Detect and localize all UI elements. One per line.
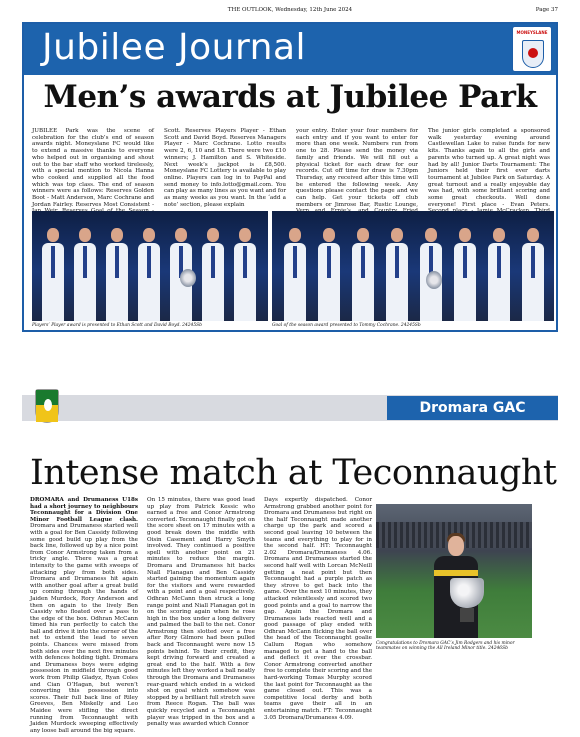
jubilee-article-column: your entry. Enter your four numbers for each entry and if you want to enter for more than one week. Numbers run from one to 28. Please send the money via family and friends. We will fill out a physical ticket for each draw for our records. Cut off time for draw is 7.30pm Thursday, any received after this time will be entered the following week. Any questions please contact the page and we can help. Get your tickets off club members or Jimrose Bar, Rustic Lounge, — [296, 128, 418, 208]
dromara-headline: Intense match at Teconnaught — [30, 453, 557, 493]
minor-title-photo — [376, 504, 532, 638]
article-body: Dromara and Drumaness started well with a goal for Ben Cassidy following some good build up play from the back line, followed up by a nice point from Conor Armstrong taken from a tricky angle. There was a great intensity to the game with sweeps of attacking play from both sides. Dromara and Drumaness hit again with another goal after a great build up coming through the hands of Jaiden Murdock, Rory Anderson and then on again to the lively Ben Cassidy who floated over a pass to the edge of the box. Odhran McCann timed his run perfectly to catch the ball and drive it into the corner of the net to extend the lead to seven points. Chances were missed from both sides over the next five minutes with defences holding tight. Dromara and Drumaness boys were edging possession in midfield through good work from Philip Gladyz, Ryan Coles and Cian O’Hagan, but weren’t converting this possession into scores. Their full back line of Riley Greeves, Ben Miskelly and Leo Maidee were stifling the direct running from Teconnaught with Jaiden Murdock sweeping effectively any loose ball around the big square. — [30, 523, 138, 734]
jubilee-article-column: JUBILEE Park was the scene of celebration for the club’s end of season awards night. Moneyslane FC would like to extend a massive thanks to everyone who helped out in organising and shout out to the bar staff who worked tirelessly, with a special mention to Nicola Hanna who cooked and supplied all the food which was top class. The end of season winners were as follows: Reserves Golden Boot - Matt Anderson, Marc Cochrane and Jordan Fairley. Reserves Most Consistent - — [32, 128, 154, 208]
dromara-article — [30, 497, 372, 732]
trophy-icon — [450, 578, 484, 608]
dromara-article-column: On 15 minutes, there was good lead up play from Patrick Kessic who earned a free and Conor Armstrong converted. Teconnaught finally got on the score sheet on 17 minutes with a good break down the middle with Oisin Casement and Harry Smyth involved. They continued a positive spell with another point on 21 minutes to reduce the margin. Dromara and Drumaness hit backs Niall Flanagan and Ben Cassidy started gaining the momentum again for the visitors and were rewarded with a point and a goal respectively. Odhran McCann then struck a long range point and Niall Flanagan got in on the scoring again when he rose high in the box under a long delivery and palmed the ball to the net. Conor Armstrong then slotted over a free after Rory Gilmore had been pulled back and Teconnaught were now 15 points behind. To their credit, they kept driving forward and created a great end to the half. With a few minutes left they worked a ball neatly through the Dromara and Drumaness rear-guard which ended in a wicked shot on goal which somehow was stopped by a brilliant full stretch save from Reece Rogan. The ball was quickly recycled and a Teconnaught player was tripped in the box and a penalty was awarded which Connor — [147, 497, 255, 728]
page-number: Page 37 — [535, 7, 558, 13]
dromara-crest-icon — [35, 389, 59, 423]
jubilee-article — [32, 128, 550, 206]
photo-caption: Players’ Player award is presented to Ethan Scott and David Boyd. 24245Sb — [32, 323, 202, 328]
dromara-section-title: Dromara GAC — [387, 396, 558, 420]
logo-text: MONEYSLANE — [516, 30, 548, 35]
moneyslane-club-crest-icon — [512, 26, 552, 72]
dromara-article-column — [30, 497, 138, 732]
jubilee-article-column: Scott. Reserves Players Player - Ethan Scott and David Boyd. Reserves Managers Player - Marc Cochrane. Lotto results were 2, 6, 10 and 18. There were two £10 winners; J. Hamilton and S. Whiteside. Next week’s jackpot is £8,500. Moneyslane FC Lottery is available to play online. Players can log in to PayPal and send money to info.lotto@gmail.com. You can play as many lines as you want and for as many weeks as you want. In the ‘add a note’ section, please explain — [164, 128, 286, 208]
jubilee-headline: Men’s awards at Jubilee Park — [43, 79, 537, 115]
dromara-article-column: Days expertly dispatched. Conor Armstrong grabbed another point for Dromara and Drumaness but right on the half Teconnaught made another charge up the park and scored a second goal leaving 10 between the teams and everything to play for in the second half. HT: Teconnaught 2.02 Dromara/Drumaness 4.06. Dromara and Drumaness started the second half well with Lorcan McNeill getting a neat point but then Teconnaught had a purple patch as they strove to get back into the game. Over the next 10 minutes, they attacked relentlessly and scored two good points and a goal to narrow the gap. Again the Dromara and Drumaness lads reacted well and a good passage of play ended with Odhran McCann flicking the ball over the head of the Teconnaught goalie Callum Rogan who somehow managed to get a hand to the ball and deflect it over the crossbar. Conor Armstrong converted another free to complete their scoring and the hard-working Tomas Murphy scored the last point for Teconnaught as the game closed out. This was a competitive local derby and both teams gave their all in an entertaining match. FT: Teconnaught 3.05 Dromara/Drumaness 4.09. — [264, 497, 373, 721]
trophy-icon — [180, 269, 196, 287]
jubilee-journal-section — [22, 22, 558, 332]
masthead-date: THE OUTLOOK, Wednesday, 12th June 2024 — [227, 7, 353, 13]
jubilee-article-column: The junior girls completed a sponsored walk yesterday evening around Castlewellan Lake to raise funds for new kits. Thanks again to all the girls and parents who turned up. A great night was had by all! Junior Darts Tournament: The Juniors held their first ever darts tournament at Jubilee Park on Saturday. A great turnout and a really enjoyable day was had, with some brilliant scoring and some great checkouts. Well done everyone! First place - Evan Peters. — [428, 128, 550, 208]
awards-photo-players-player — [32, 211, 268, 321]
jubilee-section-title: Jubilee Journal — [42, 27, 307, 68]
masthead — [22, 4, 558, 16]
trophy-icon — [426, 271, 442, 289]
article-lead-in: DROMARA and Drumaness U18s had a short journey to neighbours Teconnaught for a Division One Minor Football League clash. — [30, 497, 138, 523]
jubilee-banner — [24, 24, 556, 75]
photo-caption: Goal of the season award presented to Tommy Cochrane. 24245Sb — [272, 323, 421, 328]
photo-caption: Congratulations to Dromara GAC’s Jim Rodgers and his minor teammates on winning the All Ireland Minor title. 24246Sb — [376, 641, 515, 652]
awards-photo-goal-of-season — [272, 211, 554, 321]
